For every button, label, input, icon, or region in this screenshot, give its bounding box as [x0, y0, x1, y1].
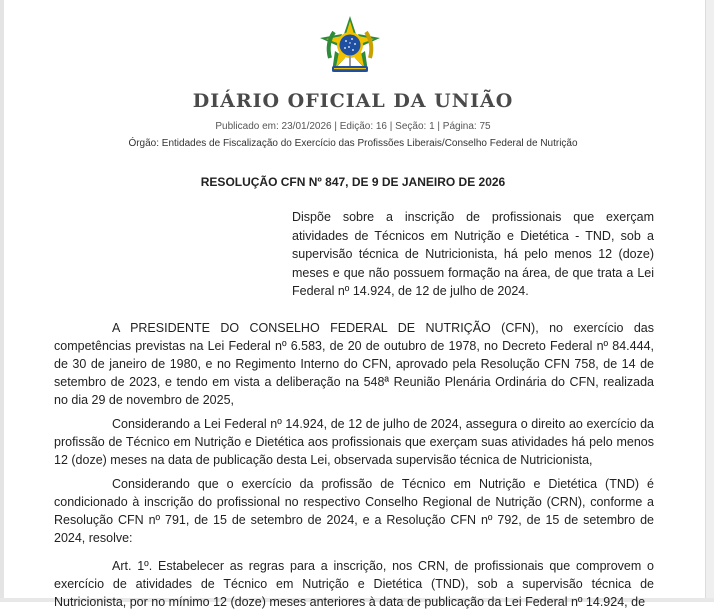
resolution-title: RESOLUÇÃO CFN Nº 847, DE 9 DE JANEIRO DE 2026 [200, 175, 506, 189]
article-1-paragraph: Art. 1º. Estabelecer as regras para a inscrição, nos CRN, de profissionais que comprovem o exercício de atividades de Técnico em Nutrição e Dietética (TND), sob a supervisão técnica de Nutricionista, por no mínimo 12 (doze) meses anteriores à data de publicação da Lei Federal nº 14.924, de [54, 559, 654, 609]
publication-info: Publicado em: 23/01/2026 | Edição: 16 | Seção: 1 | Página: 75 [215, 121, 491, 132]
scrollbar[interactable] [705, 0, 714, 602]
preamble-paragraph: A PRESIDENTE DO CONSELHO FEDERAL DE NUTRIÇÃO (CFN), no exercício das competências previstas na Lei Federal nº 6.583, de 20 de outubro de 1978, no Decreto Federal nº 84.444, de 30 de janeiro de 1980, e no Regimento Interno do CFN, aprovado pela Resolução CFN 758, de 14 de setembro de 2023, e tendo em vista a deliberação na 548ª Reunião Plenária Ordinária do CFN, realizada no dia 29 de novembro de 2025, [54, 321, 654, 407]
ementa-text: Dispõe sobre a inscrição de profissionais que exerçam atividades de Técnicos em Nutrição e Dietética - TND, sob a supervisão técnica de Nutricionista, há pelo menos 12 (doze) meses e que não possuem formação na área, de que trata a Lei Federal nº 14.924, de 12 de julho de 2024. [292, 210, 654, 298]
brazil-coat-of-arms-icon [318, 14, 382, 78]
page-title: DIÁRIO OFICIAL DA UNIÃO [192, 90, 514, 112]
orgao-line: Órgão: Entidades de Fiscalização do Exercício das Profissões Liberais/Conselho Federal de Nutrição [128, 138, 578, 149]
considerando-paragraph-1: Considerando a Lei Federal nº 14.924, de 12 de julho de 2024, assegura o direito ao exercício da profissão de Técnico em Nutrição e Dietética aos profissionais que exerçam suas atividades há pelo menos 12 (doze) meses na data de publicação desta Lei, observada supervisão técnica de Nutricionista, [54, 417, 654, 467]
considerando-paragraph-2: Considerando que o exercício da profissão de Técnico em Nutrição e Dietética (TND) é condicionado à inscrição do profissional no respectivo Conselho Regional de Nutrição (CRN), conforme a Resolução CFN nº 791, de 15 de setembro de 2024, e a Resolução CFN nº 792, de 15 de setembro de 2024, resolve: [54, 477, 654, 545]
